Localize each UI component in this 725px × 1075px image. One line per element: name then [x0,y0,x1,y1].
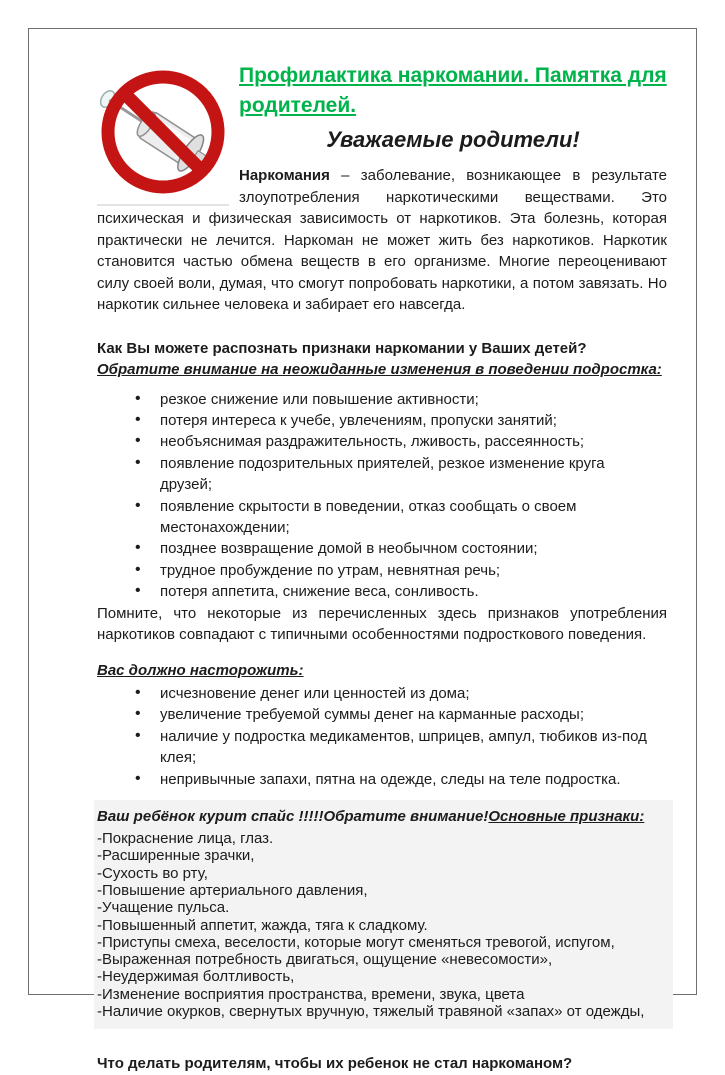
alert-list [133,683,667,790]
page-border [28,28,697,1073]
no-drugs-syringe-icon [97,61,229,204]
spice-sign-line: -Неудержимая болтливость, [97,968,295,986]
signs-heading: Как Вы можете распознать признаки наркомании у Ваших детей? [97,339,587,357]
signs-list-item: • необъяснимая раздражительность, лживость, рассеянность; [133,431,660,452]
alert-list-item: • исчезновение денег или ценностей из дома; [133,683,660,704]
spice-sign-line: -Выраженная потребность двигаться, ощущение «невесомости», [97,951,553,969]
signs-list [133,389,667,603]
spice-heading-underlined: Основные признаки: [488,808,645,826]
greeting-heading: Уважаемые родители! [326,127,580,152]
alert-list-item: • непривычные запахи, пятна на одежде, следы на теле подростка. [133,769,660,790]
signs-list-item: • потеря интереса к учебе, увлечениям, пропуски занятий; [133,410,660,431]
page-content [97,59,667,1075]
intro-lead-word: Наркомания [239,167,330,184]
spice-sign-line: -Наличие окурков, свернутых вручную, тяжелый травяной «запах» от одежды, [97,1003,645,1021]
signs-note: Помните, что некоторые из перечисленных здесь признаков употребления наркотиков совпадают с типичными особенностями подросткового поведения. [97,604,667,644]
spice-section [94,800,673,1029]
spice-sign-line: -Изменение восприятия пространства, времени, звука, цвета [97,985,525,1003]
footer-heading: Что делать родителям, чтобы их ребенок не стал наркоманом? [97,1055,573,1073]
spice-sign-line: -Сухость во рту, [97,864,208,882]
page-title: Профилактика наркомании. Памятка для родителей. [239,64,667,117]
spice-heading-text: Ваш ребёнок курит спайс !!!!!Обратите внимание! [97,808,489,826]
signs-list-item: • появление подозрительных приятелей, резкое изменение круга друзей; [133,453,660,496]
spice-sign-line: -Расширенные зрачки, [97,847,255,865]
signs-list-item: • резкое снижение или повышение активности; [133,389,660,410]
spice-sign-line: -Приступы смеха, веселости, которые могут сменяться тревогой, испугом, [97,933,615,951]
spice-sign-line: -Повышение артериального давления, [97,881,368,899]
signs-list-item: • появление скрытости в поведении, отказ сообщать о своем местонахождении; [133,496,660,539]
no-drugs-logo [97,61,229,206]
spice-sign-line: -Учащение пульса. [97,899,230,917]
spice-heading [97,807,673,827]
intro-text: – заболевание, возникающее в результате злоупотребления наркотическими веществами. Это психическая и физическая зависимость от наркотиков. Эта болезнь, которая практически не лечится. Наркоман не может жить без наркотиков. Наркотик становится частью обмена веществ в его организме. Многие переоценивают силу своей воли, думая, что смогут попробовать наркотики, а потом завязать. Но наркотик сильнее человека и забирает его навсегда. [97,167,667,313]
spice-sign-line: -Покраснение лица, глаз. [97,830,274,848]
signs-subheading: Обратите внимание на неожиданные изменения в поведении подростка: [97,361,662,378]
alert-list-item: • наличие у подростка медикаментов, шприцев, ампул, тюбиков из-под клея; [133,726,660,769]
spice-signs-list [97,830,673,1020]
signs-list-item: • трудное пробуждение по утрам, невнятная речь; [133,560,660,581]
signs-list-item: • потеря аппетита, снижение веса, сонливость. [133,581,660,602]
alert-list-item: • увеличение требуемой суммы денег на карманные расходы; [133,704,660,725]
alert-heading: Вас должно насторожить: [97,661,304,679]
signs-list-item: • позднее возвращение домой в необычном состоянии; [133,538,660,559]
spice-sign-line: -Повышенный аппетит, жажда, тяга к сладкому. [97,916,428,934]
